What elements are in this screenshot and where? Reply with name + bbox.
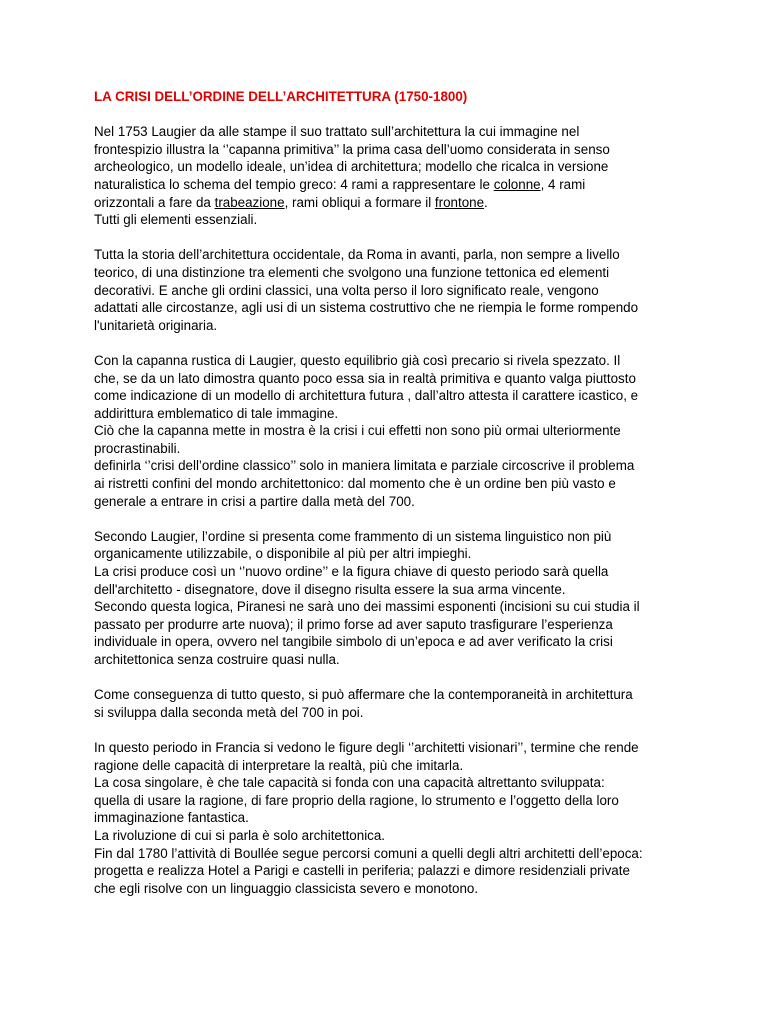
document-page [94,88,684,915]
text-line: Nel 1753 Laugier da alle stampe il suo trattato sull’architettura la cui immagine nel [94,124,580,140]
text-line: progetta e realizza Hotel a Parigi e castelli in periferia; palazzi e dimore residenziali private [94,863,630,879]
text-line: adattati alle circostanze, agli usi di un sistema costruttivo che ne riempia le forme rompendo [94,300,639,316]
text-segment: . [484,194,488,210]
paragraph-1 [94,123,684,229]
text-line: Come conseguenza di tutto questo, si può affermare che la contemporaneità in architettura [94,687,633,703]
text-line: addirittura emblematico di tale immagine. [94,405,339,421]
text-line: Con la capanna rustica di Laugier, questo equilibrio già così precario si rivela spezzato. Il [94,352,621,368]
text-line [94,176,684,194]
text-line: Secondo questa logica, Piranesi ne sarà uno dei massimi esponenti (incisioni su cui studia il [94,599,640,615]
text-line: passato per produrre arte nuova); il primo forse ad aver saputo trasfigurare l’esperienza [94,616,613,632]
text-line: dell'architetto - disegnatore, dove il disegno risulta essere la sua arma vincente. [94,581,566,597]
text-line: La crisi produce così un ‘’nuovo ordine’’ e la figura chiave di questo periodo sarà quella [94,564,609,580]
paragraph-5 [94,686,684,721]
text-line: Ciò che la capanna mette in mostra è la crisi i cui effetti non sono più ormai ulteriormente [94,423,621,439]
text-line: generale a entrare in crisi a partire dalla metà del 700. [94,493,415,509]
text-line: frontespizio illustra la ‘’capanna primitiva’’ la prima casa dell’uomo considerata in senso [94,141,610,157]
text-line: Secondo Laugier, l’ordine si presenta come frammento di un sistema linguistico non più [94,528,612,544]
paragraph-2 [94,246,684,334]
text-line: decorativi. E anche gli ordini classici, una volta perso il loro significato reale, vengono [94,282,599,298]
text-segment: naturalistica lo schema del tempio greco: 4 rami a rappresentare le [94,176,494,192]
text-line: immaginazione fantastica. [94,810,249,826]
paragraph-3 [94,352,684,510]
link-frontone[interactable]: frontone [434,194,485,210]
text-line: individuale in opera, ovvero nel tangibile simbolo di un’epoca e ad aver verificato la crisi [94,634,613,650]
link-colonne[interactable]: colonne [493,176,541,192]
text-line: l'unitarietà originaria. [94,317,218,333]
text-line: organicamente utilizzabile, o disponibile al più per altri impieghi. [94,546,472,562]
text-line: che, se da un lato dimostra quanto poco essa sia in realtà primitiva e quanto valga piuttosto [94,370,636,386]
text-line: definirla ‘’crisi dell’ordine classico’’ solo in maniera limitata e parziale circoscrive il problema [94,458,635,474]
text-line: ai ristretti confini del mondo architettonico: dal momento che è un ordine ben più vasto e [94,476,616,492]
text-segment: , rami obliqui a formare il [284,194,435,210]
text-line: ragione delle capacità di interpretare la realtà, più che imitarla. [94,757,464,773]
text-line: come indicazione di un modello di architettura futura , dall’altro attesta il carattere icastico, e [94,388,639,404]
document-title: LA CRISI DELL’ORDINE DELL’ARCHITETTURA (1750-1800) [94,89,468,104]
text-line: si sviluppa dalla seconda metà del 700 in poi. [94,704,364,720]
text-segment: , 4 rami [540,176,586,192]
text-segment: orizzontali a fare da [94,194,215,210]
text-line [94,194,684,212]
text-line: architettonica senza costruire quasi nulla. [94,652,340,667]
text-line: La cosa singolare, è che tale capacità si fonda con una capacità altrettanto sviluppata: [94,775,605,791]
text-line: Tutti gli elementi essenziali. [94,212,258,228]
text-line: che egli risolve con un linguaggio classicista severo e monotono. [94,880,479,896]
text-line: La rivoluzione di cui si parla è solo architettonica. [94,827,386,843]
text-line: Fin dal 1780 l’attività di Boullée segue percorsi comuni a quelli degli altri architetti dell’epoca: [94,845,643,861]
text-line: teorico, di una distinzione tra elementi che svolgono una funzione tettonica ed elementi [94,264,610,280]
text-line: procrastinabili. [94,440,181,456]
text-line: archeologico, un modello ideale, un’idea di architettura; modello che ricalca in versione [94,159,609,175]
paragraph-4 [94,528,684,669]
text-line: quella di usare la ragione, di fare proprio della ragione, lo strumento e l’oggetto della loro [94,792,619,808]
paragraph-6 [94,739,684,897]
link-trabeazione[interactable]: trabeazione [214,194,285,210]
text-line: Tutta la storia dell’architettura occidentale, da Roma in avanti, parla, non sempre a livello [94,247,620,263]
text-line: In questo periodo in Francia si vedono le figure degli ‘’architetti visionari’’, termine che rende [94,739,639,755]
